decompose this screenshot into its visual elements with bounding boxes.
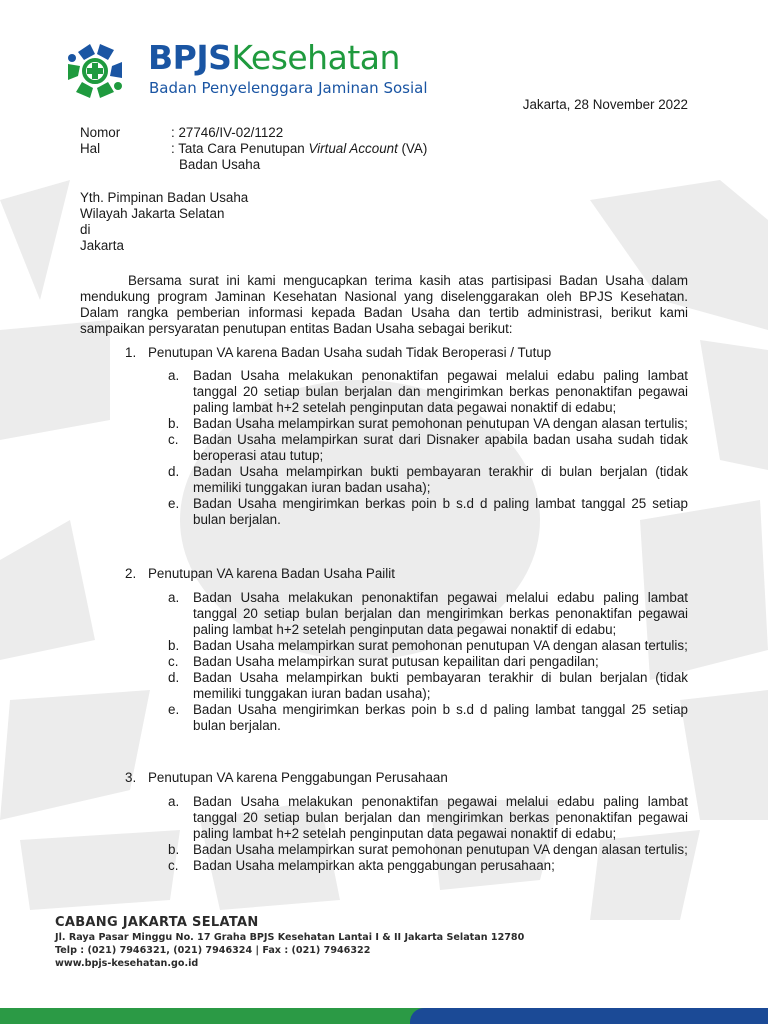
footer-address: Jl. Raya Pasar Minggu No. 17 Graha BPJS Kesehatan Lantai I & II Jakarta Selatan 12780 (55, 932, 525, 943)
footer-phone: Telp : (021) 7946321, (021) 7946324 | Fax : (021) 7946322 (55, 945, 371, 956)
list-item: b. Badan Usaha melampirkan surat pemohonan penutupan VA dengan alasan tertulis; (168, 416, 688, 431)
letter-meta (80, 125, 480, 173)
list-item: a. Badan Usaha melakukan penonaktifan pegawai melalui edabu paling lambat tanggal 20 setiap bulan berjalan dan mengirimkan berkas penonaktifan pegawai paling lambat h+2 setelah penginputan data pegawai nonaktif di edabu; (168, 590, 688, 637)
nomor-label: Nomor (80, 125, 121, 140)
hal-label: Hal (80, 141, 101, 156)
list-item: d. Badan Usaha melampirkan bukti pembayaran terakhir di bulan berjalan (tidak memiliki tunggakan iuran badan usaha); (168, 670, 688, 701)
recipient-line: Yth. Pimpinan Badan Usaha (80, 190, 249, 205)
list-item: a. Badan Usaha melakukan penonaktifan pegawai melalui edabu paling lambat tanggal 20 setiap bulan berjalan dan mengirimkan berkas penonaktifan pegawai paling lambat h+2 setelah penginputan data pegawai nonaktif di edabu; (168, 368, 688, 415)
list-item: b. Badan Usaha melampirkan surat pemohonan penutupan VA dengan alasan tertulis; (168, 842, 688, 857)
recipient-line: Wilayah Jakarta Selatan (80, 206, 225, 221)
list-item: e. Badan Usaha mengirimkan berkas poin b s.d d paling lambat tanggal 25 setiap bulan berjalan. (168, 496, 688, 527)
list-item: c. Badan Usaha melampirkan akta penggabungan perusahaan; (168, 858, 555, 873)
list-item: e. Badan Usaha mengirimkan berkas poin b s.d d paling lambat tanggal 25 setiap bulan berjalan. (168, 702, 688, 733)
footer-website[interactable]: www.bpjs-kesehatan.go.id (55, 958, 199, 969)
hal-value: : Tata Cara Penutupan Virtual Account (VA) Badan Usaha (171, 141, 428, 172)
bpjs-logo-icon (64, 40, 126, 102)
list-item: d. Badan Usaha melampirkan bukti pembayaran terakhir di bulan berjalan (tidak memiliki tunggakan iuran badan usaha); (168, 464, 688, 495)
list-item: c. Badan Usaha melampirkan surat putusan kepailitan dari pengadilan; (168, 654, 599, 669)
recipient-line: Jakarta (80, 238, 124, 253)
footer-bar-green (0, 1008, 430, 1024)
list-item: c. Badan Usaha melampirkan surat dari Disnaker apabila badan usaha sudah tidak beroperasi atau tutup; (168, 432, 688, 463)
section-heading: 3. Penutupan VA karena Penggabungan Perusahaan (125, 770, 448, 785)
nomor-value: : 27746/IV-02/1122 (171, 125, 284, 140)
letter-footer (55, 914, 524, 970)
section-heading: 1. Penutupan VA karena Badan Usaha sudah Tidak Beroperasi / Tutup (125, 345, 552, 360)
list-item: b. Badan Usaha melampirkan surat pemohonan penutupan VA dengan alasan tertulis; (168, 638, 688, 653)
recipient-line: di (80, 222, 91, 237)
footer-bar-blue (410, 1008, 768, 1024)
opening-paragraph: Bersama surat ini kami mengucapkan terima kasih atas partisipasi Badan Usaha dalam mendukung program Jaminan Kesehatan Nasional yang diselenggarakan oleh BPJS Kesehatan. Dalam rangka pemberian informasi kepada Badan Usaha dan tertib administrasi, berikut kami sampaikan persyaratan penutupan entitas Badan Usaha sebagai berikut: (80, 273, 688, 336)
brand-tagline: Badan Penyelenggara Jaminan Sosial (149, 79, 428, 97)
footer-branch: CABANG JAKARTA SELATAN (55, 915, 259, 930)
letter-date: Jakarta, 28 November 2022 (522, 97, 688, 112)
recipient-block (80, 190, 248, 254)
section-heading: 2. Penutupan VA karena Badan Usaha Pailit (125, 566, 395, 581)
list-item: a. Badan Usaha melakukan penonaktifan pegawai melalui edabu paling lambat tanggal 20 setiap bulan berjalan dan mengirimkan berkas penonaktifan pegawai paling lambat h+2 setelah penginputan data pegawai nonaktif di edabu; (168, 794, 688, 841)
brand-name: BPJSKesehatan (148, 38, 400, 77)
